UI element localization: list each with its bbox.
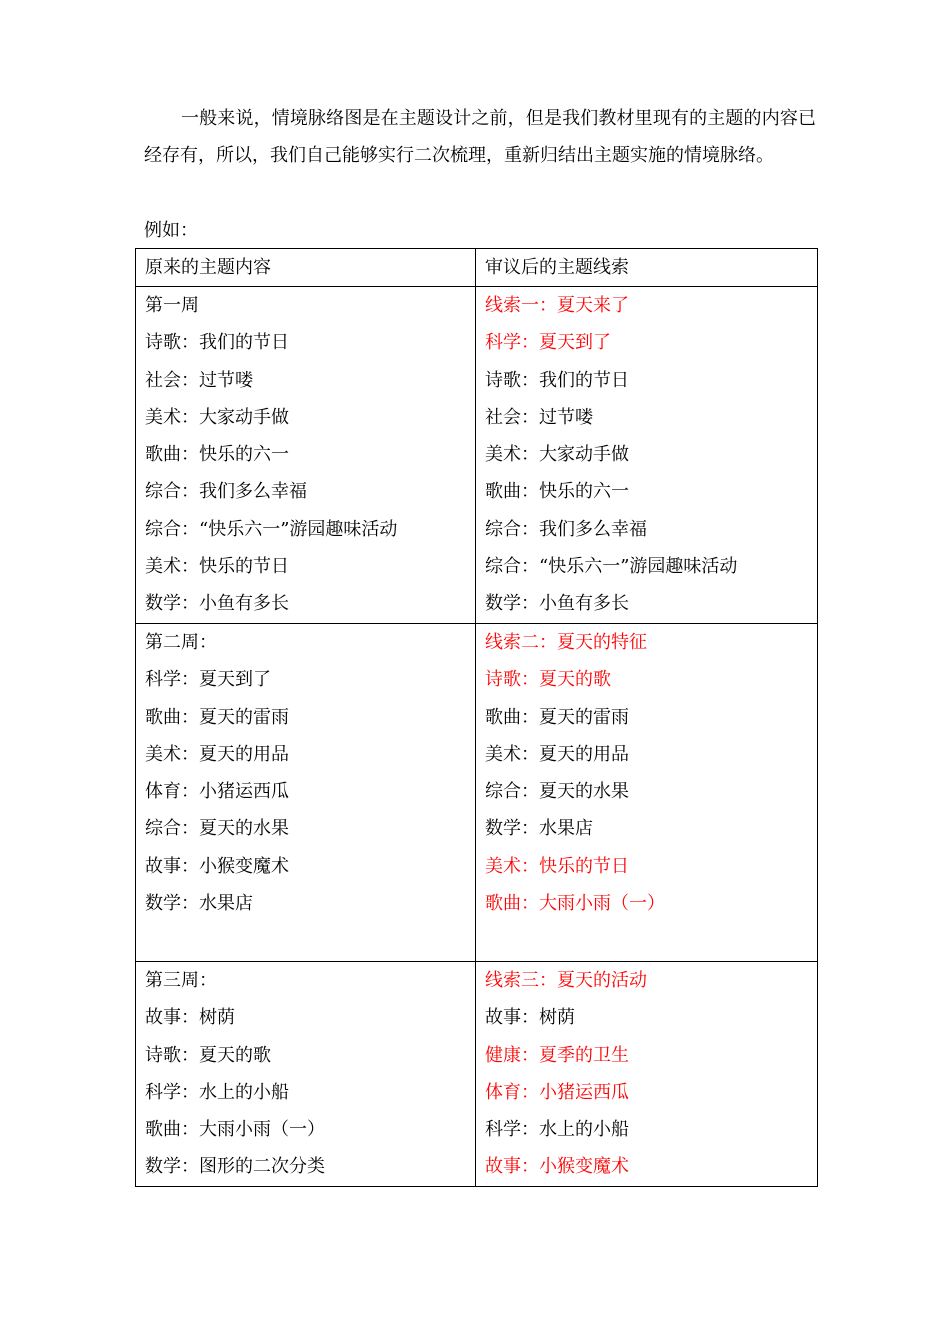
list-item: 歌曲：大雨小雨（一）	[145, 1119, 325, 1141]
table-row-week-2	[136, 624, 818, 962]
list-item: 第二周：	[145, 632, 217, 653]
list-item: 数学：小鱼有多长	[485, 593, 629, 615]
list-item: 体育：小猪运西瓜	[145, 781, 289, 803]
intro-paragraph: 一般来说，情境脉络图是在主题设计之前，但是我们教材里现有的主题的内容已经存有，所以，我们自己能够实行二次梳理，重新归结出主题实施的情境脉络。	[144, 108, 816, 166]
header-revised-clues: 审议后的主题线索	[476, 249, 818, 287]
list-item: 歌曲：大雨小雨（一）	[485, 893, 665, 915]
cell-original-week-1	[136, 287, 476, 624]
list-item: 社会：过节喽	[145, 369, 253, 391]
table-header-row	[136, 249, 818, 287]
theme-comparison-table	[135, 248, 818, 1187]
list-item: 故事：小猴变魔术	[485, 1156, 629, 1178]
cell-original-week-2	[136, 624, 476, 962]
list-item: 第三周：	[145, 970, 217, 991]
list-item: 美术：大家动手做	[145, 406, 289, 428]
list-item: 综合：夏天的水果	[485, 781, 629, 803]
table-row-week-3	[136, 962, 818, 1187]
list-item: 数学：水果店	[485, 818, 593, 840]
list-item: 科学：水上的小船	[485, 1119, 629, 1141]
list-item: 综合：“快乐六一”游园趣味活动	[145, 518, 398, 540]
list-item: 线索三：夏天的活动	[485, 970, 647, 991]
list-item: 诗歌：夏天的歌	[145, 1044, 271, 1066]
list-item: 歌曲：快乐的六一	[145, 444, 289, 466]
list-item: 数学：图形的二次分类	[145, 1156, 325, 1178]
list-item: 美术：夏天的用品	[485, 743, 629, 765]
list-item: 综合：“快乐六一”游园趣味活动	[485, 556, 738, 578]
list-item: 数学：小鱼有多长	[145, 593, 289, 615]
list-item: 第一周	[145, 295, 199, 316]
list-item: 歌曲：夏天的雷雨	[485, 706, 629, 728]
list-item: 科学：夏天到了	[485, 332, 611, 354]
list-item: 美术：快乐的节日	[485, 855, 629, 877]
list-item: 科学：夏天到了	[145, 669, 271, 691]
list-item: 歌曲：夏天的雷雨	[145, 706, 289, 728]
list-item: 美术：夏天的用品	[145, 743, 289, 765]
list-item: 故事：树荫	[485, 1007, 575, 1029]
cell-revised-week-3	[476, 962, 818, 1187]
list-item: 综合：我们多么幸福	[145, 481, 307, 503]
list-item: 诗歌：我们的节日	[145, 332, 289, 354]
list-item: 数学：水果店	[145, 893, 253, 915]
list-item: 健康：夏季的卫生	[485, 1044, 629, 1066]
list-item: 社会：过节喽	[485, 406, 593, 428]
list-item: 线索二：夏天的特征	[485, 632, 647, 653]
list-item: 故事：小猴变魔术	[145, 855, 289, 877]
list-item: 诗歌：夏天的歌	[485, 669, 611, 691]
list-item: 歌曲：快乐的六一	[485, 481, 629, 503]
list-item: 综合：我们多么幸福	[485, 518, 647, 540]
example-label: 例如：	[144, 220, 198, 241]
header-original-content: 原来的主题内容	[136, 249, 476, 287]
table-row-week-1	[136, 287, 818, 624]
list-item: 美术：大家动手做	[485, 444, 629, 466]
list-item: 诗歌：我们的节日	[485, 369, 629, 391]
list-item: 体育：小猪运西瓜	[485, 1081, 629, 1103]
list-item: 线索一：夏天来了	[485, 295, 629, 316]
list-item: 故事：树荫	[145, 1007, 235, 1029]
list-item: 美术：快乐的节日	[145, 556, 289, 578]
list-item: 综合：夏天的水果	[145, 818, 289, 840]
cell-revised-week-1	[476, 287, 818, 624]
cell-revised-week-2	[476, 624, 818, 962]
cell-original-week-3	[136, 962, 476, 1187]
list-item: 科学：水上的小船	[145, 1081, 289, 1103]
